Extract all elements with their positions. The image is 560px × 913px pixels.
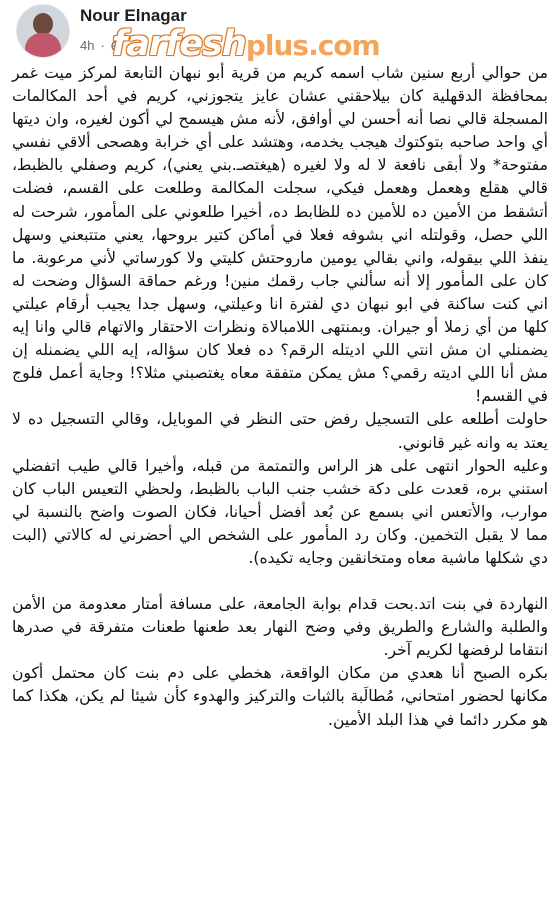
- post-paragraph-3: وعليه الحوار انتهى على هز الراس والتمتمة من قبله، وأخيرا قالي طيب اتفضلي استني بره، قعدت على دكة خشب جنب الباب بالظبط، ولحظي التعيس الباب كان موارب، والأتعس اني بسمع عن بُعد أفضل أحيانا، فكان الصوت واضح بالنسبة لي مما لا يقبل التخمين. وكان رد المأمور على الشخص الي أحضرني له كالاتي (البت دي شكلها ماشية معاه ومتخانقين وجايه تكيده).: [12, 456, 548, 567]
- dot-separator: ·: [100, 38, 105, 53]
- post-paragraph-1: من حوالي أربع سنين شاب اسمه كريم من قرية أبو نبهان التابعة لمركز ميت غمر بمحافظة الدقهلية كان بيلاحقني عشان عايز يتجوزني، كريم في أحد المكالمات المسجلة قالي نصا أنه أحسن لي أوافق، لأنه مش هيسمح لي أكون لغيره، وان ديتها أي واحد صاحبه بتوكتوك هيجب يخدمه، وهتشد على أي خرابة وهصحى ألاقي نفسي مفتوحة* ولا أبقى نافعة لا له ولا لغيره (هيغتصـ.بني يعني)، كريم وصفلي بالظبط، قالي هقلع وهعمل وهعمل فيكي، سجلت المكالمة وطلعت على القسم، فضلت أتشقط من الأمين ده للأمين ده للظابط ده، أخيرا طلعوني على المأمور، شرحت له اللي حصل، وقولتله اني بشوفه فعلا في أماكن كتير بروحها، يعني متتبعني وسهل ينفذ اللي بيقوله، واني بقالي يومين ماروحتش كليتي ولا كورساتي لأني مرعوبة. ما كان على المأمور إلا أنه سألني جاب رقمك منين! ورغم حماقة السؤال وضحت له اني كنت ساكنة في ابو نبهان دي لفترة انا وعيلتي، وسهل جدا يجيب أرقام عيلتي كلها من أي زملا أو جيران. وبمنتهى اللامبالاة ونظرات الاحتقار والاتهام قالي وانا إيه يضمنلي ان مش انتي اللي اديتله الرقم؟ ده فعلا كان سؤاله، إيه اللي يضمنله إن مش أنا اللي اديته رقمي؟ مش يمكن متفقة معاه يغتصبني مثلا؟! وجاية أعمل فلوج في القسم!: [12, 64, 548, 406]
- avatar[interactable]: [16, 4, 70, 58]
- watermark-suffix: plus.com: [245, 29, 380, 62]
- post-paragraph-2: حاولت أطلعه على التسجيل رفض حتى النظر في الموبايل، وقالي التسجيل ده لا يعتد به وانه غير قانوني.: [12, 410, 548, 452]
- post-body: [12, 62, 548, 732]
- post-timestamp[interactable]: 4h: [80, 38, 95, 53]
- post-paragraph-4: النهاردة في بنت اتد.بحت قدام بوابة الجامعة، على مسافة أمتار معدومة من الأمن والطلبة والشارع والطريق وفي وضح النهار بعد طعنها طعنات متفرقة في صدرها انتقاما لرفضها لكريم آخر.: [12, 595, 548, 660]
- watermark-main: farfesh: [112, 24, 246, 64]
- watermark-logo: [112, 24, 380, 64]
- author-name[interactable]: Nour Elnagar: [80, 6, 187, 25]
- post-header: [0, 0, 560, 62]
- post-paragraph-5: بكره الصبح أنا هعدي من مكان الواقعة، هخطي على دم بنت كان محتمل أكون مكانها لحضور امتحاني، مُطالَبة بالثبات والتركيز والهدوء كأن شيئا لم يكن، هكذا كما هو مكرر دائما في هذا البلد الأمين.: [12, 664, 548, 729]
- avatar-head-shape: [33, 13, 53, 35]
- paragraph-gap: [12, 570, 548, 593]
- avatar-torso-shape: [25, 33, 61, 58]
